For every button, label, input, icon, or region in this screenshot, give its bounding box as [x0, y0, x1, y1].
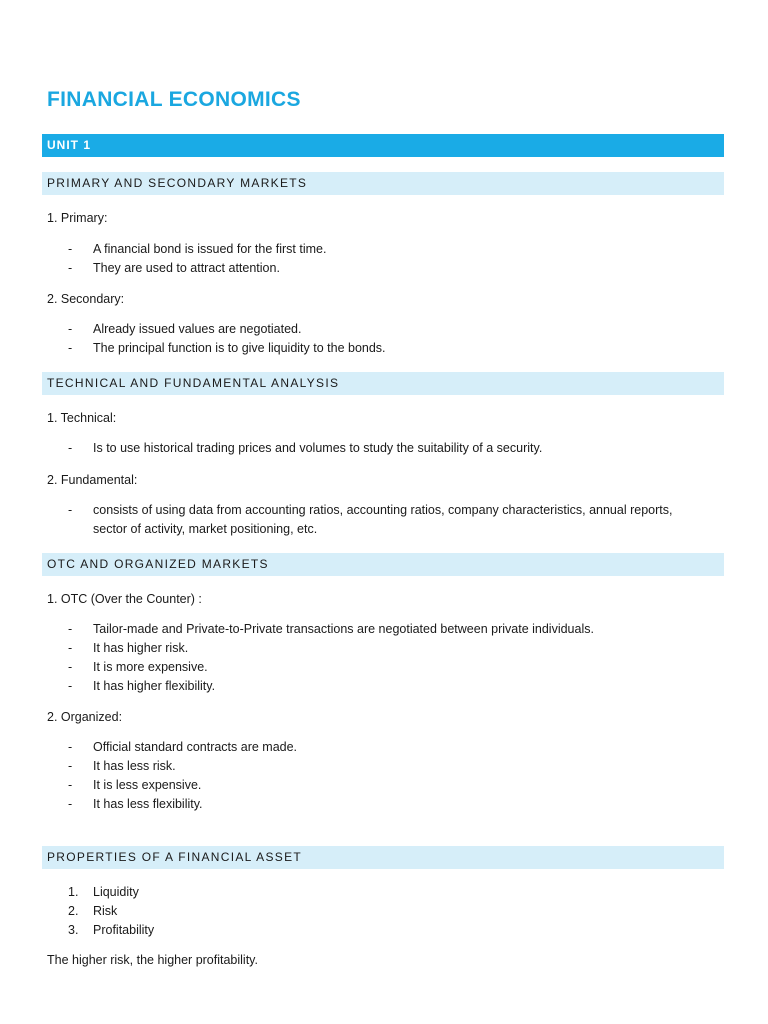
numbered-item: [68, 883, 139, 902]
bullet-dash: -: [68, 740, 73, 754]
list-item-text: A financial bond is issued for the first time.: [93, 242, 327, 256]
list-item-text: consists of using data from accounting ratios, accounting ratios, company characteristics, annual reports, sector of activity, market positioning, etc.: [93, 503, 673, 536]
list-item: [68, 339, 708, 358]
list-item-text: Official standard contracts are made.: [93, 740, 298, 754]
list-item-text: Tailor-made and Private-to-Private transactions are negotiated between private individuals.: [93, 622, 594, 636]
numbered-item: [68, 921, 154, 940]
item-text: Risk: [93, 904, 118, 918]
list-item: [68, 776, 708, 795]
list-item-text: The principal function is to give liquidity to the bonds.: [93, 341, 386, 355]
bullet-dash: -: [68, 641, 73, 655]
list-item-text: It has less risk.: [93, 759, 176, 773]
list-item: [68, 320, 708, 339]
document-title: FINANCIAL ECONOMICS: [47, 88, 301, 111]
organized-label: 2. Organized:: [47, 710, 123, 724]
bullet-dash: -: [68, 261, 73, 275]
section-heading-properties: PROPERTIES OF A FINANCIAL ASSET: [42, 846, 724, 869]
list-item-text: It has higher risk.: [93, 641, 189, 655]
bullet-dash: -: [68, 679, 73, 693]
bullet-dash: -: [68, 441, 73, 455]
fundamental-label: 2. Fundamental:: [47, 473, 138, 487]
list-item-text: It has higher flexibility.: [93, 679, 216, 693]
numbered-item: [68, 902, 117, 921]
item-text: Liquidity: [93, 885, 139, 899]
list-item: [68, 501, 708, 539]
section-heading-otc-organized: OTC AND ORGANIZED MARKETS: [42, 553, 724, 576]
bullet-dash: -: [68, 759, 73, 773]
secondary-label: 2. Secondary:: [47, 292, 125, 306]
unit-heading: UNIT 1: [42, 134, 724, 157]
technical-label: 1. Technical:: [47, 411, 117, 425]
otc-label: 1. OTC (Over the Counter) :: [47, 592, 202, 606]
list-item-text: It has less flexibility.: [93, 797, 203, 811]
list-item: [68, 738, 708, 757]
primary-label: 1. Primary:: [47, 211, 108, 225]
bullet-dash: -: [68, 341, 73, 355]
list-item-text: They are used to attract attention.: [93, 261, 280, 275]
list-item-text: It is more expensive.: [93, 660, 208, 674]
properties-note: The higher risk, the higher profitability.: [47, 953, 258, 967]
list-item: [68, 439, 708, 458]
list-item: [68, 795, 708, 814]
bullet-dash: -: [68, 660, 73, 674]
section-heading-technical-fundamental: TECHNICAL AND FUNDAMENTAL ANALYSIS: [42, 372, 724, 395]
list-item-text: Is to use historical trading prices and volumes to study the suitability of a security.: [93, 441, 543, 455]
list-item: [68, 639, 708, 658]
bullet-dash: -: [68, 797, 73, 811]
list-item-text: Already issued values are negotiated.: [93, 322, 302, 336]
bullet-dash: -: [68, 242, 73, 256]
list-item: [68, 259, 708, 278]
list-item: [68, 620, 708, 639]
item-number: 1.: [68, 885, 79, 899]
list-item: [68, 240, 708, 259]
list-item-text: It is less expensive.: [93, 778, 202, 792]
bullet-dash: -: [68, 322, 73, 336]
section-heading-primary-secondary: PRIMARY AND SECONDARY MARKETS: [42, 172, 724, 195]
item-text: Profitability: [93, 923, 155, 937]
item-number: 2.: [68, 904, 79, 918]
bullet-dash: -: [68, 503, 73, 517]
list-item: [68, 658, 708, 677]
list-item: [68, 757, 708, 776]
list-item: [68, 677, 708, 696]
bullet-dash: -: [68, 778, 73, 792]
bullet-dash: -: [68, 622, 73, 636]
item-number: 3.: [68, 923, 79, 937]
